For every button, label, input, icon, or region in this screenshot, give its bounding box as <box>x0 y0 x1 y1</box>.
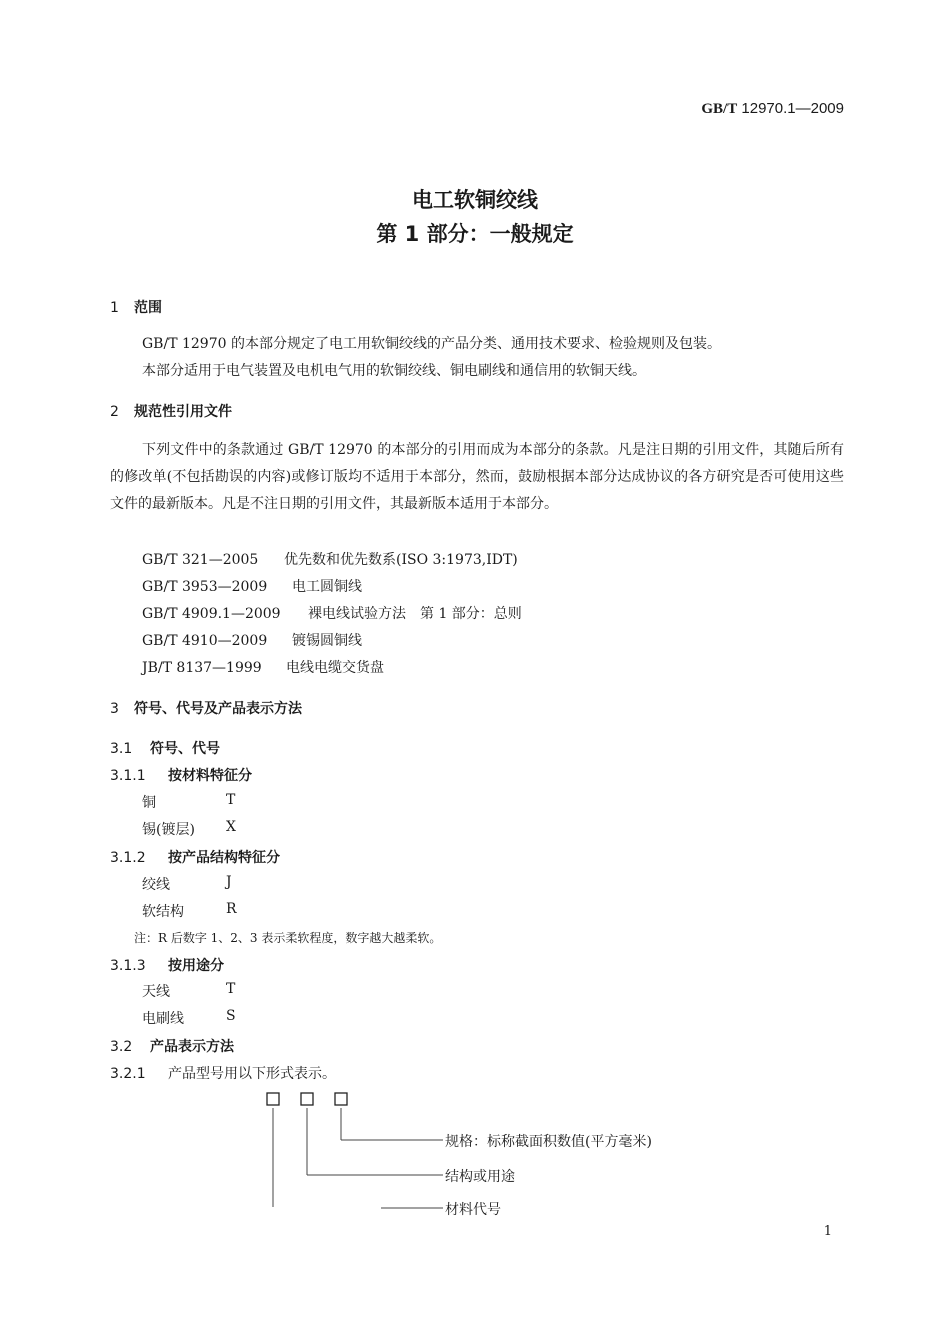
symbol-code: S <box>226 1008 236 1024</box>
reference-code: JB/T 8137—1999 <box>142 660 262 676</box>
reference-name: 镀锡圆铜线 <box>292 633 362 649</box>
symbol-label: 电刷线 <box>142 1011 184 1027</box>
standard-prefix: GB/T <box>701 101 738 117</box>
placeholder-box-spec <box>335 1093 347 1105</box>
symbol-code: J <box>226 874 232 890</box>
reference-code: GB/T 321—2005 <box>142 552 259 568</box>
symbol-label: 铜 <box>142 795 156 811</box>
page-number: 1 <box>823 1224 832 1239</box>
section-number: 3.1 <box>110 741 133 757</box>
reference-code: GB/T 4910—2009 <box>142 633 268 649</box>
diagram-label-structure: 结构或用途 <box>445 1169 515 1185</box>
reference-code: GB/T 4909.1—2009 <box>142 606 281 622</box>
document-title: 电工软铜绞线 <box>412 188 538 212</box>
standard-code: 12970.1—2009 <box>741 100 844 117</box>
section-1-paragraph-1: GB/T 12970 的本部分规定了电工用软铜绞线的产品分类、通用技术要求、检验规则及包装。 <box>142 336 721 352</box>
symbol-code: R <box>226 901 237 917</box>
section-title: 符号、代号 <box>150 741 220 757</box>
diagram-label-spec: 规格：标称截面积数值(平方毫米) <box>445 1134 652 1150</box>
section-number: 3.1.3 <box>110 958 146 974</box>
section-text: 产品型号用以下形式表示。 <box>168 1066 336 1082</box>
section-number: 3.1.1 <box>110 768 146 784</box>
section-title: 按产品结构特征分 <box>168 850 280 866</box>
section-number: 3.1.2 <box>110 850 146 866</box>
symbol-label: 软结构 <box>142 904 184 920</box>
section-number: 3 <box>110 701 119 717</box>
section-number: 3.2.1 <box>110 1066 146 1082</box>
document-subtitle: 第 1 部分：一般规定 <box>376 222 574 246</box>
symbol-code: T <box>226 981 236 997</box>
section-number: 3.2 <box>110 1039 133 1055</box>
section-title: 范围 <box>134 300 162 316</box>
section-number: 2 <box>110 404 119 420</box>
reference-code: GB/T 3953—2009 <box>142 579 268 595</box>
section-2-paragraph: 下列文件中的条款通过 GB/T 12970 的本部分的引用而成为本部分的条款。凡是注日期的引用文件，其随后所有的修改单(不包括勘误的内容)或修订版均不适用于本部分，然而，鼓励根据本部分达成协议的各方研究是否可使用这些文件的最新版本。凡是不注日期的引用文件，其最新版本适用于本部分。 <box>110 442 844 512</box>
symbol-code: X <box>226 819 236 835</box>
symbol-label: 锡(镀层) <box>142 822 195 838</box>
symbol-label: 绞线 <box>142 877 170 893</box>
reference-name: 电工圆铜线 <box>292 579 362 595</box>
reference-name: 裸电线试验方法 第 1 部分：总则 <box>308 606 522 622</box>
section-title: 符号、代号及产品表示方法 <box>134 701 302 717</box>
section-title: 按材料特征分 <box>168 768 252 784</box>
symbol-label: 天线 <box>142 984 170 1000</box>
section-title: 规范性引用文件 <box>134 404 232 420</box>
reference-name: 电线电缆交货盘 <box>286 660 384 676</box>
placeholder-box-structure <box>301 1093 313 1105</box>
section-title: 产品表示方法 <box>150 1039 234 1055</box>
symbol-code: T <box>226 792 236 808</box>
note-text: 注：R 后数字 1、2、3 表示柔软程度，数字越大越柔软。 <box>134 931 442 945</box>
reference-name: 优先数和优先数系(ISO 3:1973,IDT) <box>284 552 518 568</box>
diagram-label-material: 材料代号 <box>445 1202 501 1218</box>
placeholder-box-material <box>267 1093 279 1105</box>
section-title: 按用途分 <box>168 958 224 974</box>
section-1-paragraph-2: 本部分适用于电气装置及电机电气用的软铜绞线、铜电刷线和通信用的软铜天线。 <box>142 363 646 379</box>
section-number: 1 <box>110 300 119 316</box>
